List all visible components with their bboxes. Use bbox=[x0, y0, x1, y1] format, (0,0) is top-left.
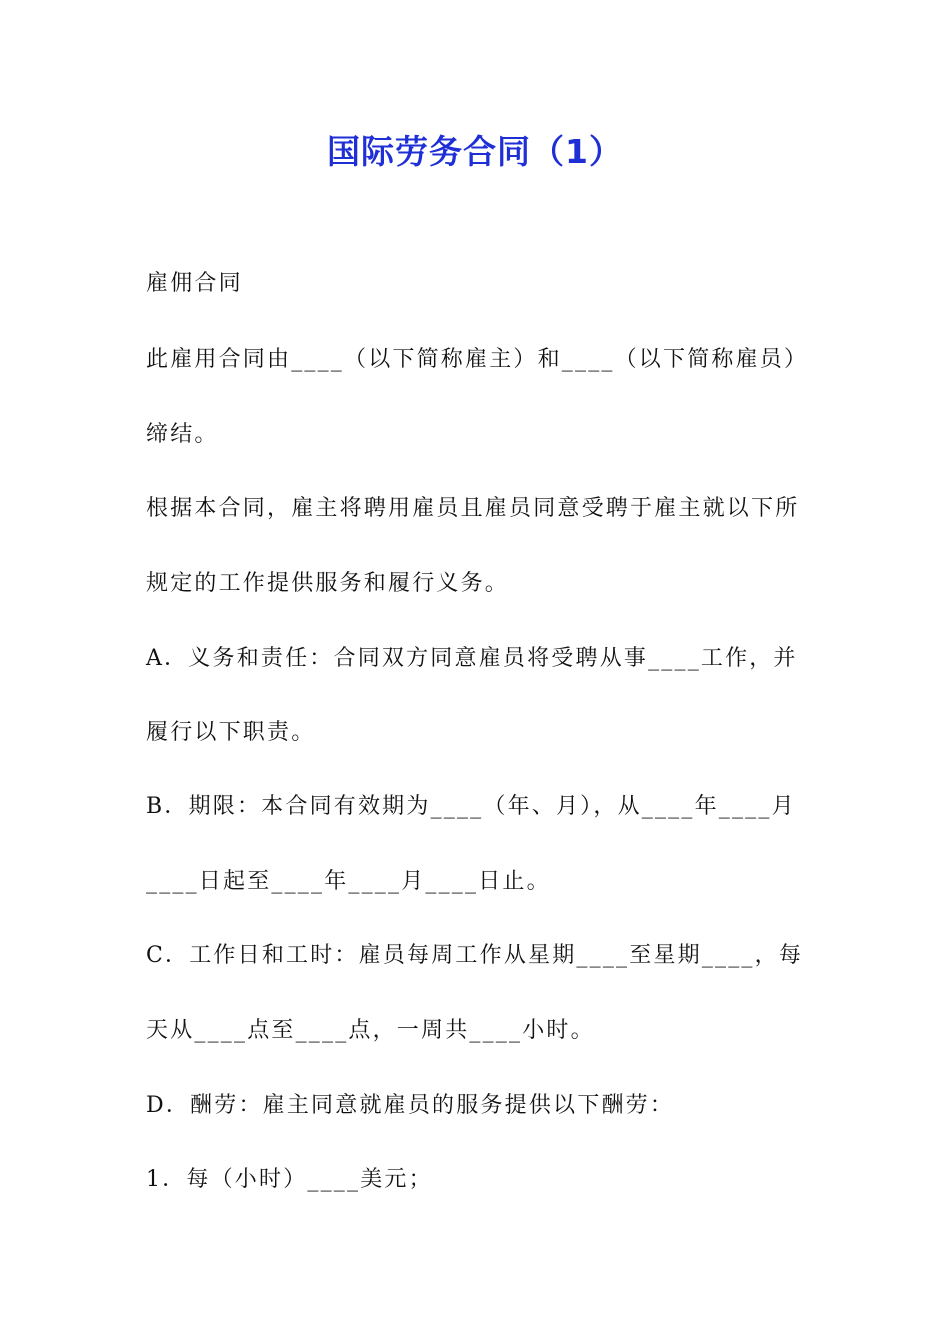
paragraph-line: 根据本合同，雇主将聘用雇员且雇员同意受聘于雇主就以下所 bbox=[146, 496, 800, 521]
clause-c-line: 天从____点至____点，一周共____小时。 bbox=[146, 1018, 595, 1043]
clause-d-line: D．酬劳：雇主同意就雇员的服务提供以下酬劳： bbox=[146, 1093, 675, 1118]
clause-d-item-1: 1．每（小时）____美元； bbox=[146, 1167, 433, 1192]
clause-b-line: ____日起至____年____月____日止。 bbox=[146, 869, 551, 894]
clause-c-line: C．工作日和工时：雇员每周工作从星期____至星期____，每 bbox=[146, 943, 804, 968]
document-title: 国际劳务合同（1） bbox=[327, 132, 623, 171]
section-heading-employment-contract: 雇佣合同 bbox=[146, 271, 243, 296]
clause-a-line: 履行以下职责。 bbox=[146, 720, 316, 745]
paragraph-line: 此雇用合同由____（以下简称雇主）和____（以下简称雇员） bbox=[146, 347, 809, 372]
paragraph-line: 缔结。 bbox=[146, 422, 219, 447]
paragraph-line: 规定的工作提供服务和履行义务。 bbox=[146, 571, 510, 596]
clause-a-line: A．义务和责任：合同双方同意雇员将受聘从事____工作，并 bbox=[146, 646, 798, 671]
clause-b-line: B．期限：本合同有效期为____（年、月），从____年____月 bbox=[146, 794, 796, 819]
